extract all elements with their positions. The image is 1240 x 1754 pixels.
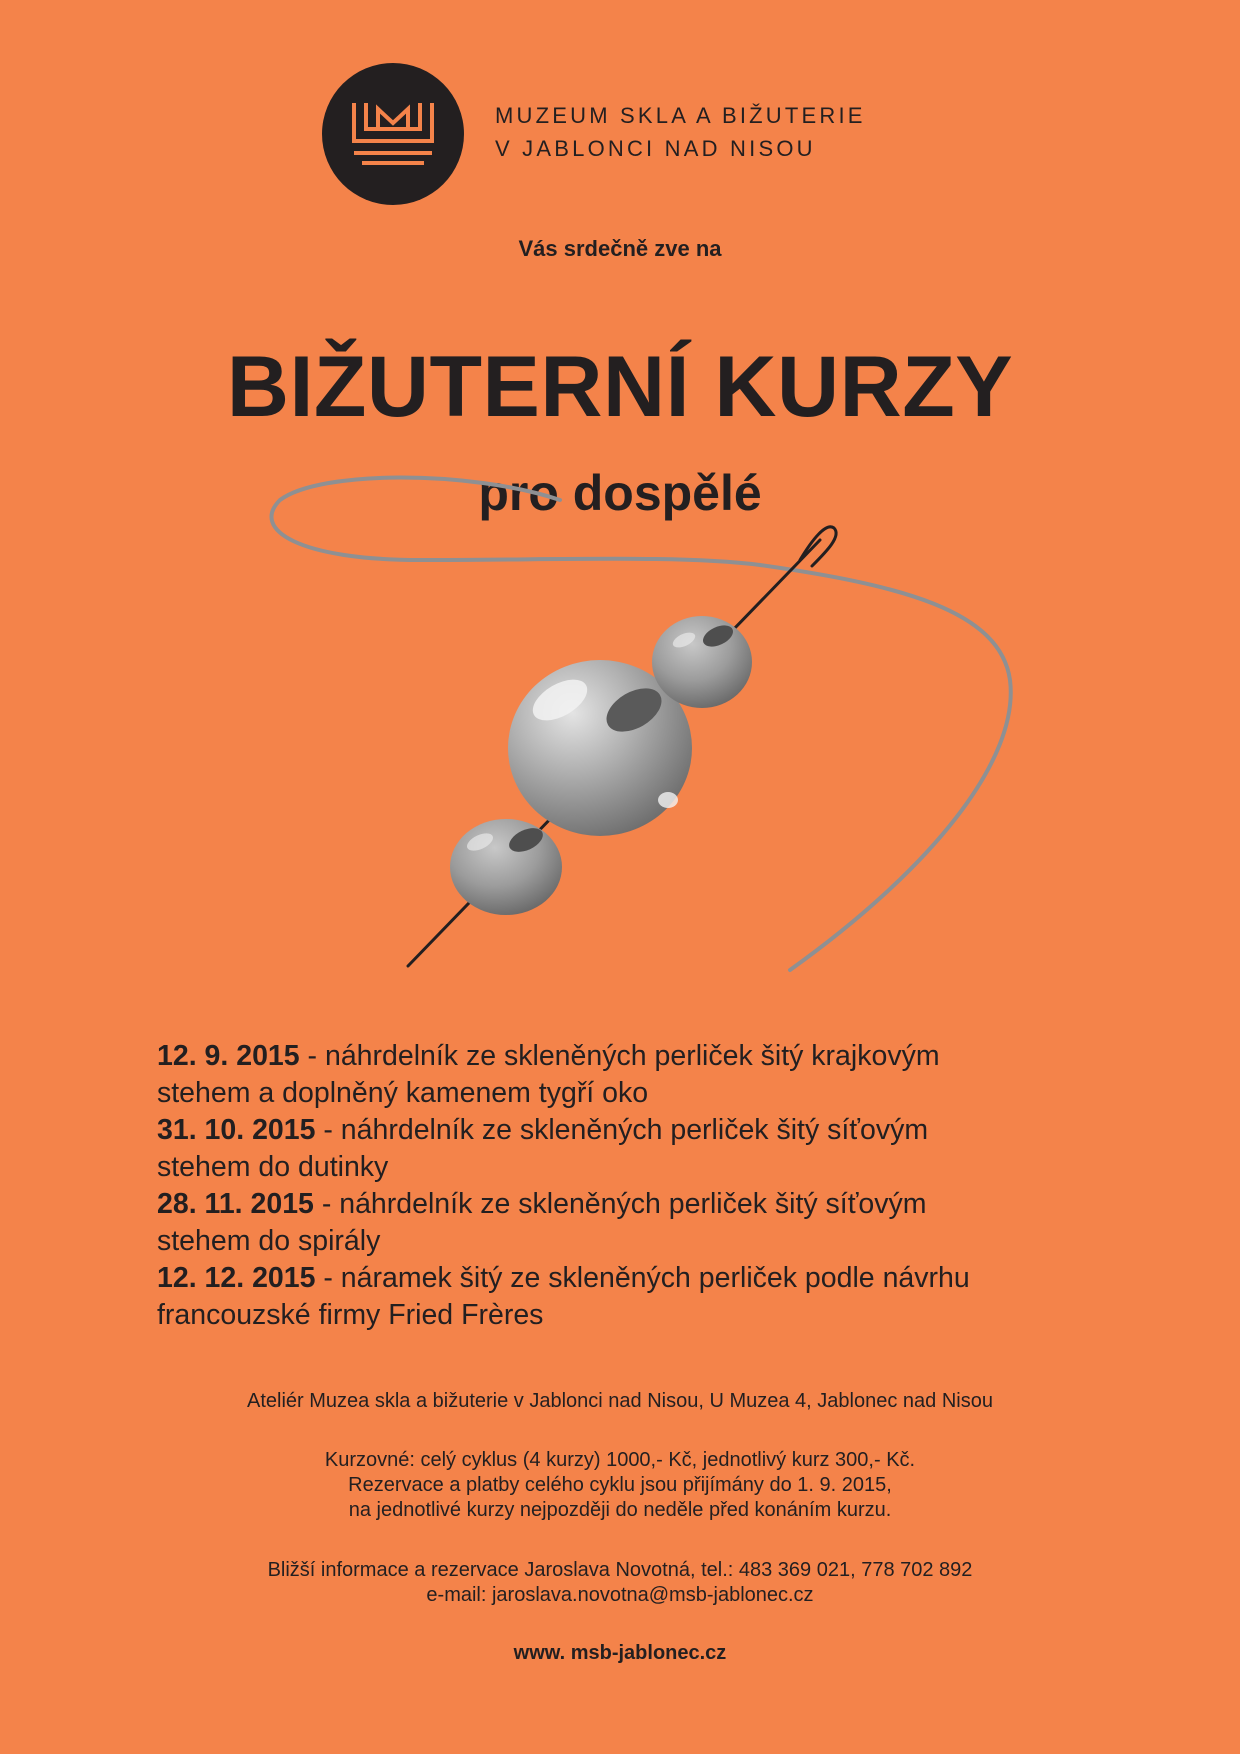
bead-small-top xyxy=(652,616,752,708)
course-date: 12. 9. 2015 xyxy=(157,1040,300,1072)
course-description-cont: francouzské firmy Fried Frères xyxy=(157,1299,544,1331)
museum-name-line-1: MUZEUM SKLA A BIŽUTERIE xyxy=(495,103,866,128)
poster-title: BIŽUTERNÍ KURZY xyxy=(226,339,1014,435)
course-description-cont: stehem do dutinky xyxy=(157,1151,389,1183)
course-description-cont: stehem a doplněný kamenem tygří oko xyxy=(157,1077,649,1109)
course-item xyxy=(157,1260,1157,1334)
course-date: 12. 12. 2015 xyxy=(157,1262,316,1294)
contact-phone-line: Bližší informace a rezervace Jaroslava Novotná, tel.: 483 369 021, 778 702 892 xyxy=(267,1559,973,1581)
venue-address: Ateliér Muzea skla a bižuterie v Jablonci nad Nisou, U Muzea 4, Jablonec nad Nisou xyxy=(247,1390,993,1412)
course-description: - náhrdelník ze skleněných perliček šitý krajkovým xyxy=(299,1040,940,1072)
fees-line: Rezervace a platby celého cyklu jsou přijímány do 1. 9. 2015, xyxy=(348,1474,892,1496)
course-description: - náhrdelník ze skleněných perliček šitý síťovým xyxy=(313,1188,927,1220)
website-link[interactable]: www. msb-jablonec.cz xyxy=(513,1642,727,1664)
course-item xyxy=(157,1038,1157,1112)
contact-info xyxy=(0,1558,1240,1608)
museum-name-line-2: V JABLONCI NAD NISOU xyxy=(495,136,816,161)
course-list xyxy=(157,1038,1157,1334)
bead-small-bottom xyxy=(450,819,562,915)
poster-subtitle: pro dospělé xyxy=(478,465,762,521)
fees-line: na jednotlivé kurzy nejpozději do neděle před konáním kurzu. xyxy=(348,1499,892,1521)
fees-line: Kurzovné: celý cyklus (4 kurzy) 1000,- Kč, jednotlivý kurz 300,- Kč. xyxy=(324,1449,916,1471)
course-description-cont: stehem do spirály xyxy=(157,1225,381,1257)
contact-email-line[interactable]: e-mail: jaroslava.novotna@msb-jablonec.cz xyxy=(426,1584,814,1606)
course-date: 28. 11. 2015 xyxy=(157,1188,314,1220)
course-date: 31. 10. 2015 xyxy=(157,1114,316,1146)
course-description: - náhrdelník ze skleněných perliček šitý síťovým xyxy=(315,1114,929,1146)
invitation-text: Vás srdečně zve na xyxy=(518,236,722,261)
fees-info xyxy=(0,1448,1240,1523)
course-item xyxy=(157,1112,1157,1186)
course-description: - náramek šitý ze skleněných perliček podle návrhu xyxy=(315,1262,970,1294)
course-item xyxy=(157,1186,1157,1260)
